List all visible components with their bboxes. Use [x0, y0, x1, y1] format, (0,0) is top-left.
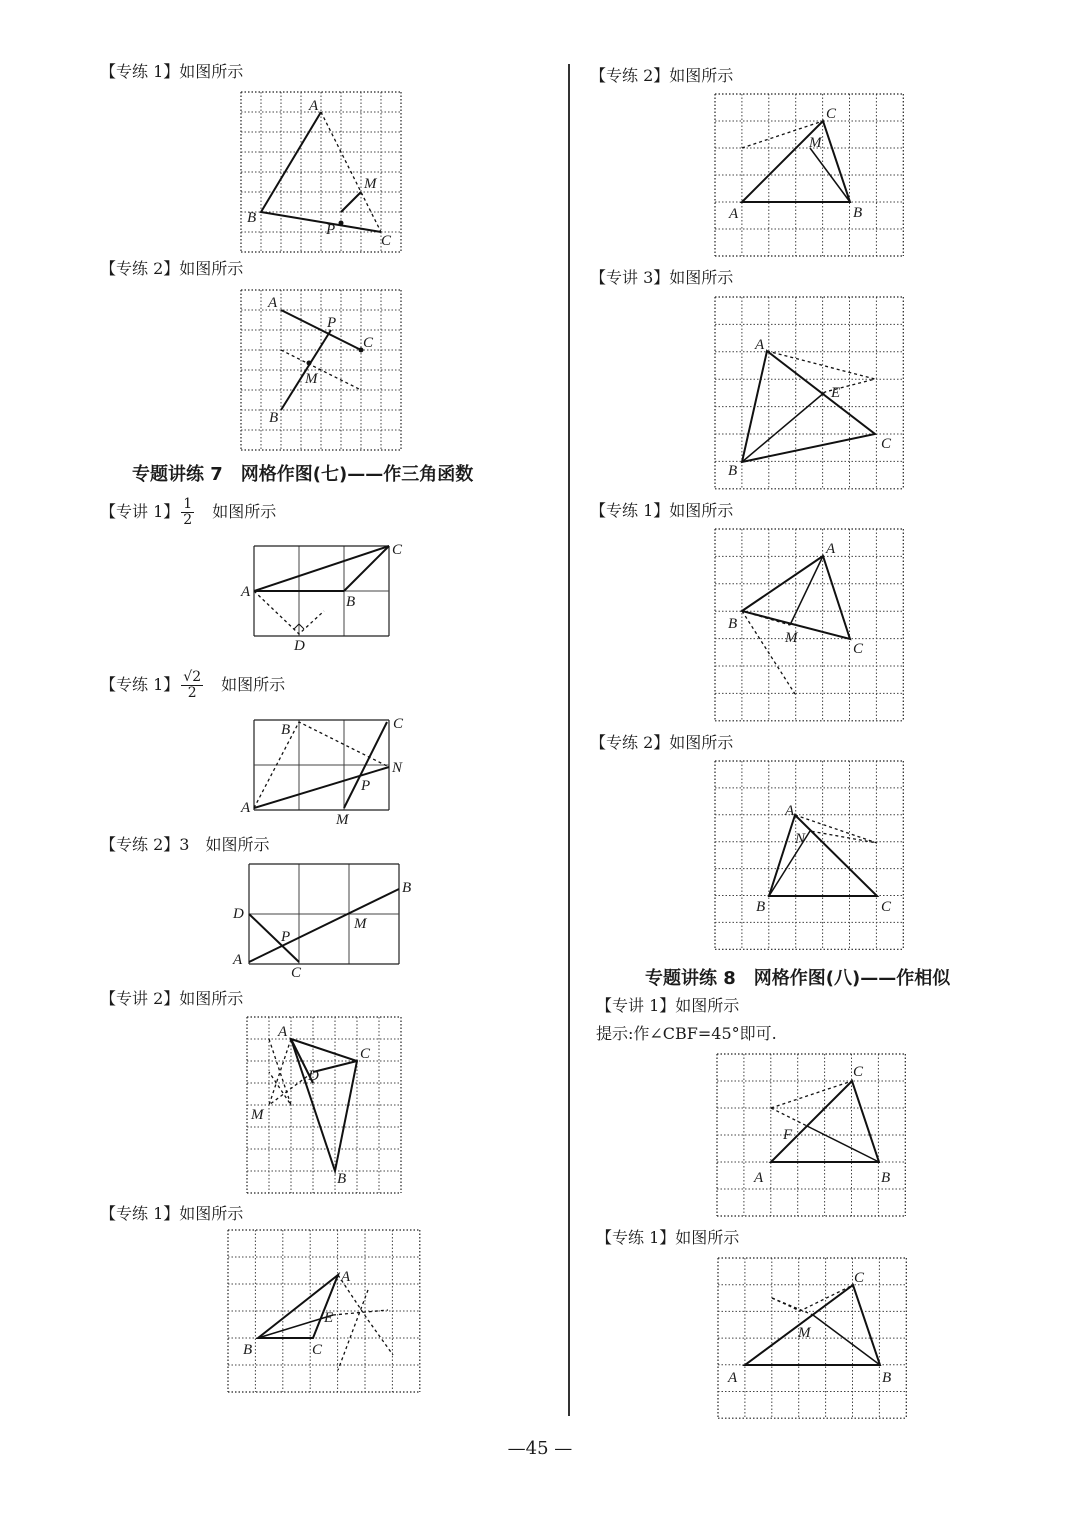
label-lecture-1r: 【专讲 1】如图所示 — [596, 996, 740, 1015]
point-label: P — [326, 222, 336, 238]
grid — [249, 864, 399, 964]
label-practice-1r2: 【专练 1】如图所示 — [596, 1228, 740, 1247]
point-label: B — [853, 205, 863, 221]
point-label: C — [881, 899, 892, 915]
point-label: B — [756, 899, 766, 915]
point-label: B — [337, 1171, 347, 1187]
point-label: C — [881, 436, 892, 452]
figure-r2 — [715, 297, 903, 489]
point-label: B — [243, 1342, 253, 1358]
figure-l1 — [241, 92, 401, 252]
figure-l4 — [241, 716, 404, 828]
point-label: C — [363, 335, 374, 351]
label-practice-2: 【专练 2】如图所示 — [100, 259, 244, 278]
figure-r5 — [717, 1054, 905, 1216]
point-label: B — [346, 594, 356, 610]
point-label: A — [755, 337, 765, 353]
point-label: D — [308, 1068, 319, 1084]
point-label: C — [826, 106, 837, 122]
point-label: C — [381, 233, 392, 249]
grid — [715, 529, 903, 721]
figure-l3 — [241, 542, 403, 654]
point-label: A — [729, 206, 739, 222]
point-label: D — [233, 906, 244, 922]
grid — [715, 761, 903, 949]
grid — [247, 1017, 401, 1193]
figure-l2 — [241, 290, 401, 450]
figure-r1 — [715, 94, 903, 256]
point-label: B — [728, 616, 738, 632]
point-label: B — [281, 722, 291, 738]
label-lecture-1: 【专讲 1】 $\frac{1}{2}$ 如图所示 — [100, 496, 277, 528]
point-label: M — [336, 812, 349, 828]
point-label: P — [327, 315, 337, 331]
grid — [718, 1258, 906, 1418]
point-label: P — [281, 929, 291, 945]
point-label: A — [278, 1024, 288, 1040]
point-label: B — [881, 1170, 891, 1186]
point-label: A — [785, 803, 795, 819]
figure-l7 — [228, 1230, 420, 1392]
figure-l5 — [233, 864, 412, 981]
point-label: B — [247, 210, 257, 226]
point-label: C — [392, 542, 403, 558]
point-label: E — [324, 1310, 334, 1326]
point-label: N — [795, 831, 806, 847]
heading-topic-7: 专题讲练 7 网格作图(七)——作三角函数 — [132, 464, 474, 485]
point-label: F — [783, 1127, 793, 1143]
label-lecture-2: 【专讲 2】如图所示 — [100, 989, 244, 1008]
point-label: B — [882, 1370, 892, 1386]
point-label: C — [291, 965, 302, 981]
fraction: $\frac{1}{2}$ — [183, 496, 193, 528]
point-label: B — [402, 880, 412, 896]
point-label: A — [309, 98, 319, 114]
label-lecture-3: 【专讲 3】如图所示 — [590, 268, 734, 287]
figure-r4 — [715, 761, 903, 949]
point-label: M — [809, 135, 822, 151]
grid — [715, 94, 903, 256]
point-label: B — [269, 410, 279, 426]
page-number: —45 — — [507, 1438, 573, 1459]
figure-l6 — [247, 1017, 401, 1193]
point-label: C — [393, 716, 404, 732]
point-label: M — [785, 630, 798, 646]
label-practice-1b: 【专练 1】 $\frac{√2}{2}$ 如图所示 — [100, 669, 286, 701]
point-label: P — [361, 778, 371, 794]
label-practice-1: 【专练 1】如图所示 — [100, 62, 244, 81]
point-label: E — [831, 385, 841, 401]
point-label: M — [305, 371, 318, 387]
point-label: B — [728, 463, 738, 479]
point-label: A — [754, 1170, 764, 1186]
point-label: C — [312, 1342, 323, 1358]
label-practice-1c: 【专练 1】如图所示 — [100, 1204, 244, 1223]
point-label: D — [294, 638, 305, 654]
point-label: M — [251, 1107, 264, 1123]
hint-text: 提示:作∠CBF=45°即可. — [596, 1024, 777, 1043]
point-label: M — [354, 916, 367, 932]
point-label: A — [241, 584, 251, 600]
point-label: M — [364, 176, 377, 192]
point-label: A — [341, 1269, 351, 1285]
fraction: $\frac{√2}{2}$ — [183, 669, 202, 701]
heading-topic-8: 专题讲练 8 网格作图(八)——作相似 — [645, 968, 951, 989]
point-label: M — [798, 1325, 811, 1341]
grid — [717, 1054, 905, 1216]
point-label: C — [853, 1064, 864, 1080]
figure-r3 — [715, 529, 903, 721]
point-label: A — [728, 1370, 738, 1386]
column-divider — [568, 64, 570, 1416]
label-practice-2r: 【专练 2】如图所示 — [590, 66, 734, 85]
label-practice-1r: 【专练 1】如图所示 — [590, 501, 734, 520]
figure-r6 — [718, 1258, 906, 1418]
point-label: A — [233, 952, 243, 968]
point-label: C — [854, 1270, 865, 1286]
label-practice-2b: 【专练 2】3 如图所示 — [100, 835, 270, 854]
grid — [241, 92, 401, 252]
point-label: C — [360, 1046, 371, 1062]
point-label: N — [392, 760, 403, 776]
point-label: C — [853, 641, 864, 657]
point-label: A — [826, 541, 836, 557]
label-practice-2r2: 【专练 2】如图所示 — [590, 733, 734, 752]
point-label: A — [241, 800, 251, 816]
point-label: A — [268, 295, 278, 311]
